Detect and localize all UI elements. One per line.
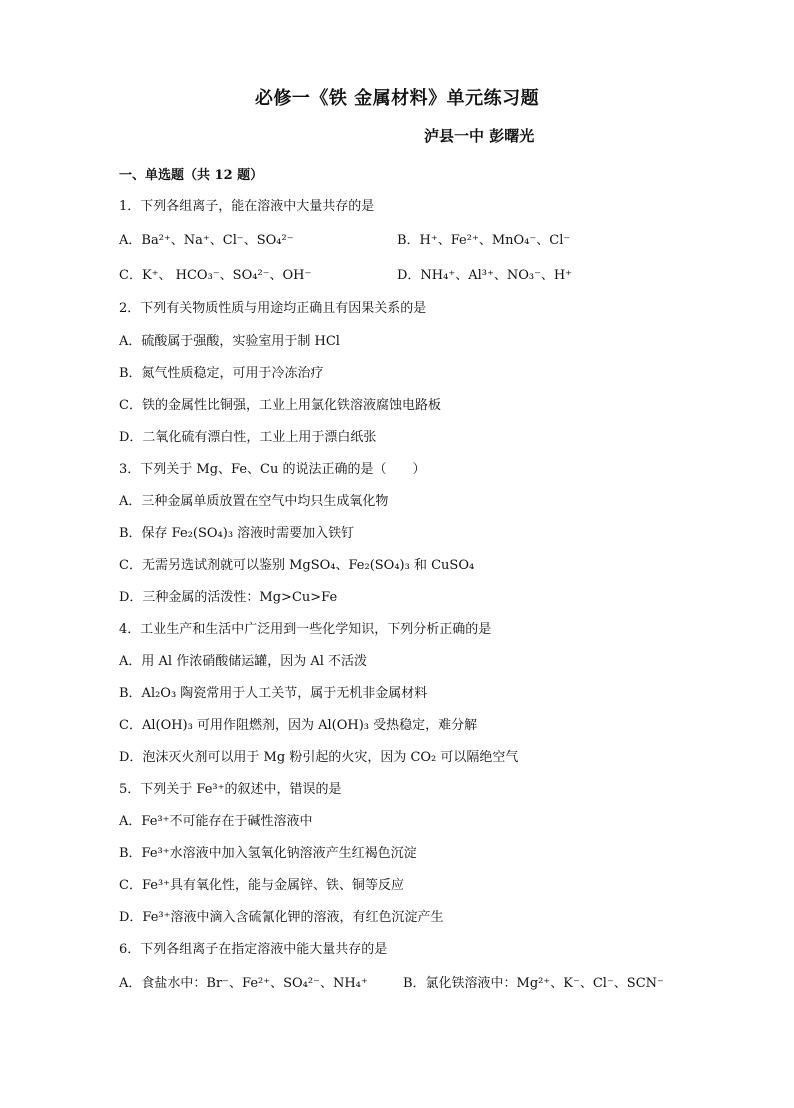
question-5-stem: 5．下列关于 Fe³⁺的叙述中，错误的是: [119, 782, 342, 797]
page-title: 必修一《铁 金属材料》单元练习题: [254, 88, 540, 109]
question-3-option-a: A．三种金属单质放置在空气中均只生成氧化物: [119, 494, 389, 509]
question-1-option-b: B．H⁺、Fe²⁺、MnO₄⁻、Cl⁻: [397, 233, 571, 248]
question-2-option-b: B．氮气性质稳定，可用于冷冻治疗: [119, 366, 324, 381]
question-1-stem: 1．下列各组离子，能在溶液中大量共存的是: [119, 199, 375, 214]
question-3-stem: 3．下列关于 Mg、Fe、Cu 的说法正确的是（ ）: [119, 462, 426, 477]
question-3-option-c: C．无需另选试剂就可以鉴别 MgSO₄、Fe₂(SO₄)₃ 和 CuSO₄: [119, 558, 475, 573]
question-3-option-d: D．三种金属的活泼性：Mg>Cu>Fe: [119, 590, 338, 605]
question-1-option-a: A．Ba²⁺、Na⁺、Cl⁻、SO₄²⁻: [119, 233, 294, 248]
question-1-option-c: C．K⁺、 HCO₃⁻、SO₄²⁻、OH⁻: [119, 268, 312, 283]
question-4-option-b: B．Al₂O₃ 陶瓷常用于人工关节，属于无机非金属材料: [119, 686, 428, 701]
question-3-option-b: B．保存 Fe₂(SO₄)₃ 溶液时需要加入铁钉: [119, 526, 355, 541]
author-line: 泸县一中 彭曙光: [424, 127, 535, 145]
question-5-option-b: B．Fe³⁺水溶液中加入氢氧化钠溶液产生红褐色沉淀: [119, 846, 417, 861]
question-4-option-a: A．用 Al 作浓硝酸储运罐，因为 Al 不活泼: [119, 654, 368, 669]
question-6-option-b: B．氯化铁溶液中：Mg²⁺、K⁻、Cl⁻、SCN⁻: [403, 976, 664, 991]
question-5-option-c: C．Fe³⁺具有氧化性，能与金属锌、铁、铜等反应: [119, 878, 405, 893]
question-2-option-d: D．二氧化硫有漂白性，工业上用于漂白纸张: [119, 430, 377, 445]
question-4-option-c: C．Al(OH)₃ 可用作阻燃剂，因为 Al(OH)₃ 受热稳定，难分解: [119, 718, 478, 733]
question-4-option-d: D．泡沫灭火剂可以用于 Mg 粉引起的火灾，因为 CO₂ 可以隔绝空气: [119, 750, 519, 765]
question-2-stem: 2．下列有关物质性质与用途均正确且有因果关系的是: [119, 301, 427, 316]
question-6-option-a: A．食盐水中：Br⁻、Fe²⁺、SO₄²⁻、NH₄⁺: [119, 976, 368, 991]
question-2-option-c: C．铁的金属性比铜强，工业上用氯化铁溶液腐蚀电路板: [119, 398, 441, 413]
section-heading: 一、单选题（共 12 题）: [119, 168, 264, 183]
question-6-stem: 6．下列各组离子在指定溶液中能大量共存的是: [119, 942, 388, 957]
question-4-stem: 4．工业生产和生活中广泛用到一些化学知识，下列分析正确的是: [119, 622, 492, 637]
question-1-option-d: D．NH₄⁺、Al³⁺、NO₃⁻、H⁺: [397, 268, 573, 283]
question-2-option-a: A．硫酸属于强酸，实验室用于制 HCl: [119, 334, 340, 349]
question-5-option-a: A．Fe³⁺不可能存在于碱性溶液中: [119, 814, 313, 829]
question-5-option-d: D．Fe³⁺溶液中滴入含硫氰化钾的溶液，有红色沉淀产生: [119, 910, 444, 925]
